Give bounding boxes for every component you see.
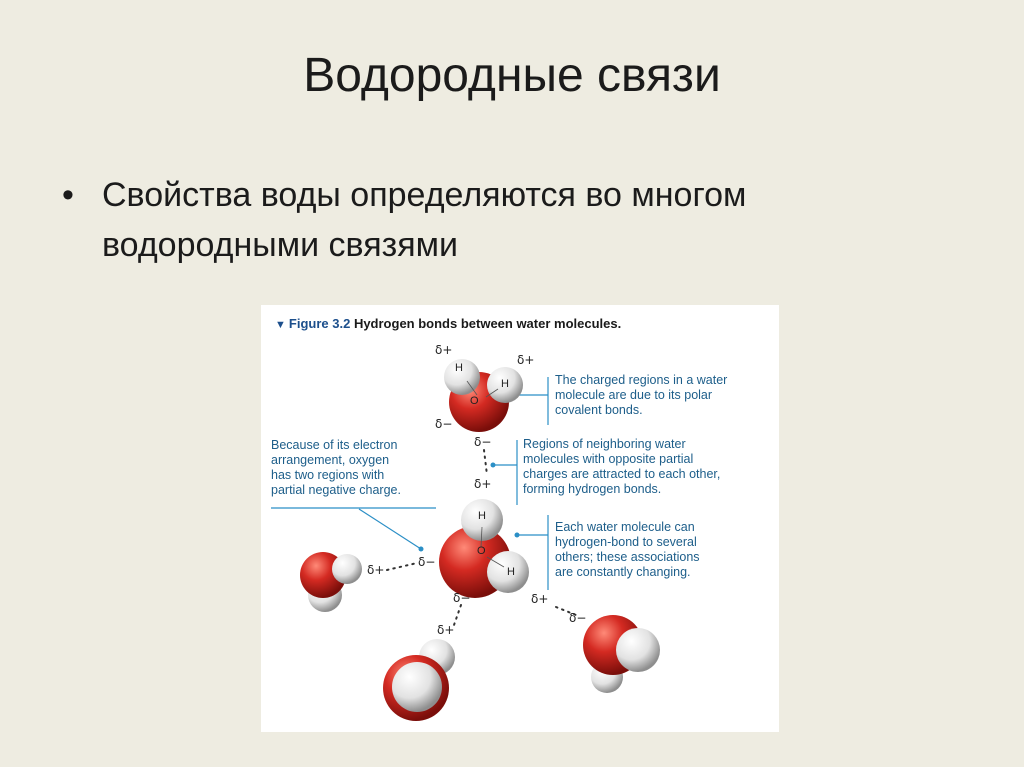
- delta-plus-label: δ+: [367, 563, 385, 577]
- callout-line: others; these associations: [555, 550, 700, 564]
- callout-oxygen-leader: [359, 509, 421, 549]
- water-molecule-left: [300, 552, 362, 612]
- callout-line: has two regions with: [271, 468, 385, 482]
- callout-line: molecules with opposite partial: [523, 452, 694, 466]
- delta-minus-label: δ−: [474, 435, 492, 449]
- callout-line: partial negative charge.: [271, 483, 401, 497]
- leader-dot: [491, 463, 496, 468]
- figure-number: Figure 3.2: [288, 316, 351, 331]
- water-molecule-right: [583, 615, 660, 693]
- callout-line: charges are attracted to each other,: [523, 467, 721, 481]
- atom-label-h: H: [507, 566, 515, 578]
- delta-plus-label: δ+: [435, 343, 453, 357]
- leader-dot: [515, 533, 520, 538]
- delta-plus-label: δ+: [531, 592, 549, 606]
- callout-line: hydrogen-bond to several: [555, 535, 697, 549]
- callout-oxygen-charge: [271, 438, 401, 498]
- delta-minus-label: δ−: [453, 591, 471, 605]
- delta-minus-label: δ−: [418, 555, 436, 569]
- slide-title: Водородные связи: [303, 49, 721, 102]
- hydrogen-bond-top: [484, 450, 487, 475]
- callout-line: forming hydrogen bonds.: [523, 482, 662, 496]
- water-molecule-bottom: [383, 639, 455, 721]
- triangle-down-icon: ▼: [275, 319, 286, 331]
- atom-label-h: H: [501, 378, 509, 390]
- callout-line: are constantly changing.: [555, 565, 691, 579]
- hydrogen-bond-bottom: [454, 605, 461, 625]
- atom-label-o: O: [477, 545, 486, 557]
- bullet-line-1: Свойства воды определяются во многом: [102, 176, 747, 214]
- callout-line: Because of its electron: [271, 438, 398, 452]
- delta-minus-label: δ−: [435, 417, 453, 431]
- callout-multiple-bonds: [555, 520, 700, 580]
- delta-plus-label: δ+: [517, 353, 535, 367]
- callout-line: Each water molecule can: [555, 520, 695, 534]
- callout-line: covalent bonds.: [555, 403, 643, 417]
- callout-line: molecule are due to its polar: [555, 388, 713, 402]
- molecule-diagram: [261, 305, 779, 732]
- atom-label-h: H: [455, 362, 463, 374]
- leader-dot: [419, 547, 424, 552]
- callout-line: Regions of neighboring water: [523, 437, 686, 451]
- delta-plus-label: δ+: [437, 623, 455, 637]
- bullet-text: [102, 170, 942, 270]
- bullet-line-2: водородными связями: [102, 226, 458, 264]
- callout-neighbor-attraction: [523, 437, 720, 497]
- atom-label-o: O: [470, 395, 479, 407]
- delta-minus-label: δ−: [569, 611, 587, 625]
- figure-title: Hydrogen bonds between water molecules.: [353, 316, 622, 331]
- delta-plus-label: δ+: [474, 477, 492, 491]
- atom-label-h: H: [478, 510, 486, 522]
- figure-header: [275, 316, 621, 331]
- callout-line: The charged regions in a water: [555, 373, 728, 387]
- callout-polar-bonds: [555, 373, 727, 418]
- bullet-dot: •: [62, 176, 74, 214]
- hydrogen-bond-left: [387, 563, 417, 570]
- callout-line: arrangement, oxygen: [271, 453, 390, 467]
- figure-hydrogen-bonds: [261, 305, 779, 732]
